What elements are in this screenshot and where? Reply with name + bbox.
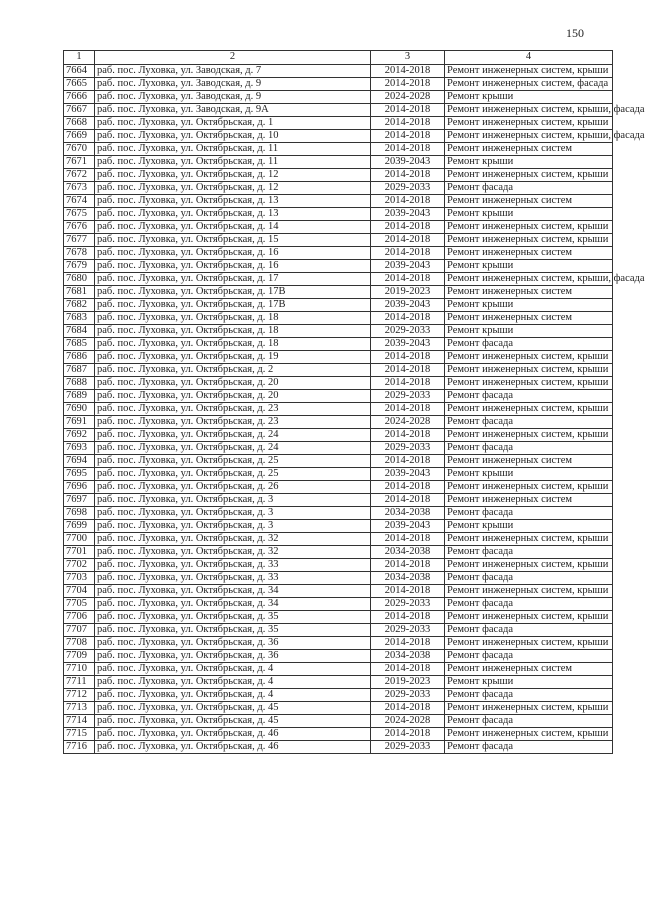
row-number-cell: 7697 <box>64 494 95 507</box>
row-number-cell: 7708 <box>64 637 95 650</box>
address-cell: раб. пос. Луховка, ул. Октябрьская, д. 18 <box>95 325 371 338</box>
page-number: 150 <box>566 26 584 40</box>
address-cell: раб. пос. Луховка, ул. Октябрьская, д. 11 <box>95 143 371 156</box>
period-cell: 2014-2018 <box>371 195 445 208</box>
address-cell: раб. пос. Луховка, ул. Заводская, д. 9А <box>95 104 371 117</box>
table-row <box>64 468 613 481</box>
period-cell: 2014-2018 <box>371 234 445 247</box>
row-number-cell: 7679 <box>64 260 95 273</box>
address-cell: раб. пос. Луховка, ул. Заводская, д. 9 <box>95 91 371 104</box>
period-cell: 2014-2018 <box>371 455 445 468</box>
address-cell: раб. пос. Луховка, ул. Октябрьская, д. 34 <box>95 598 371 611</box>
period-cell: 2014-2018 <box>371 65 445 78</box>
row-number-cell: 7715 <box>64 728 95 741</box>
work-type-cell: Ремонт инженерных систем <box>445 663 613 676</box>
work-type-cell: Ремонт крыши <box>445 325 613 338</box>
period-cell: 2039-2043 <box>371 260 445 273</box>
address-cell: раб. пос. Луховка, ул. Заводская, д. 9 <box>95 78 371 91</box>
address-cell: раб. пос. Луховка, ул. Октябрьская, д. 32 <box>95 546 371 559</box>
work-type-cell: Ремонт инженерных систем, крыши <box>445 65 613 78</box>
work-type-cell: Ремонт крыши <box>445 208 613 221</box>
period-cell: 2039-2043 <box>371 468 445 481</box>
table-row <box>64 91 613 104</box>
work-type-cell: Ремонт инженерных систем <box>445 143 613 156</box>
row-number-cell: 7711 <box>64 676 95 689</box>
period-cell: 2039-2043 <box>371 208 445 221</box>
table-row <box>64 676 613 689</box>
address-cell: раб. пос. Луховка, ул. Октябрьская, д. 23 <box>95 416 371 429</box>
address-cell: раб. пос. Луховка, ул. Октябрьская, д. 12 <box>95 182 371 195</box>
table-row <box>64 78 613 91</box>
period-cell: 2039-2043 <box>371 299 445 312</box>
row-number-cell: 7667 <box>64 104 95 117</box>
work-type-cell: Ремонт крыши <box>445 299 613 312</box>
period-cell: 2014-2018 <box>371 611 445 624</box>
period-cell: 2034-2038 <box>371 546 445 559</box>
period-cell: 2014-2018 <box>371 169 445 182</box>
address-cell: раб. пос. Луховка, ул. Октябрьская, д. 3 <box>95 507 371 520</box>
address-cell: раб. пос. Луховка, ул. Октябрьская, д. 18 <box>95 338 371 351</box>
address-cell: раб. пос. Луховка, ул. Октябрьская, д. 45 <box>95 702 371 715</box>
period-cell: 2014-2018 <box>371 585 445 598</box>
period-cell: 2024-2028 <box>371 416 445 429</box>
period-cell: 2029-2033 <box>371 624 445 637</box>
work-type-cell: Ремонт фасада <box>445 182 613 195</box>
work-type-cell: Ремонт инженерных систем, крыши <box>445 364 613 377</box>
row-number-cell: 7689 <box>64 390 95 403</box>
header-cell-2: 2 <box>95 51 371 65</box>
period-cell: 2014-2018 <box>371 494 445 507</box>
repair-schedule-table <box>63 50 645 754</box>
row-number-cell: 7672 <box>64 169 95 182</box>
row-number-cell: 7676 <box>64 221 95 234</box>
period-cell: 2014-2018 <box>371 702 445 715</box>
period-cell: 2014-2018 <box>371 533 445 546</box>
row-number-cell: 7712 <box>64 689 95 702</box>
work-type-cell: Ремонт инженерных систем, крыши, фасада <box>445 273 613 286</box>
work-type-cell: Ремонт инженерных систем, крыши <box>445 351 613 364</box>
row-number-cell: 7699 <box>64 520 95 533</box>
row-number-cell: 7683 <box>64 312 95 325</box>
table-row <box>64 637 613 650</box>
work-type-cell: Ремонт инженерных систем, крыши <box>445 377 613 390</box>
address-cell: раб. пос. Луховка, ул. Октябрьская, д. 46 <box>95 728 371 741</box>
period-cell: 2034-2038 <box>371 572 445 585</box>
address-cell: раб. пос. Луховка, ул. Октябрьская, д. 4 <box>95 663 371 676</box>
row-number-cell: 7673 <box>64 182 95 195</box>
row-number-cell: 7702 <box>64 559 95 572</box>
period-cell: 2029-2033 <box>371 390 445 403</box>
row-number-cell: 7681 <box>64 286 95 299</box>
address-cell: раб. пос. Луховка, ул. Октябрьская, д. 34 <box>95 585 371 598</box>
table-row <box>64 325 613 338</box>
row-number-cell: 7700 <box>64 533 95 546</box>
period-cell: 2024-2028 <box>371 715 445 728</box>
header-cell-3: 3 <box>371 51 445 65</box>
table-row <box>64 234 613 247</box>
address-cell: раб. пос. Луховка, ул. Октябрьская, д. 4 <box>95 676 371 689</box>
period-cell: 2039-2043 <box>371 520 445 533</box>
table-row <box>64 390 613 403</box>
row-number-cell: 7690 <box>64 403 95 416</box>
work-type-cell: Ремонт инженерных систем <box>445 286 613 299</box>
period-cell: 2014-2018 <box>371 637 445 650</box>
period-cell: 2014-2018 <box>371 728 445 741</box>
table-row <box>64 507 613 520</box>
table-row <box>64 585 613 598</box>
row-number-cell: 7706 <box>64 611 95 624</box>
address-cell: раб. пос. Луховка, ул. Октябрьская, д. 17В <box>95 286 371 299</box>
work-type-cell: Ремонт крыши <box>445 260 613 273</box>
work-type-cell: Ремонт инженерных систем, крыши <box>445 728 613 741</box>
table-row <box>64 169 613 182</box>
period-cell: 2029-2033 <box>371 689 445 702</box>
table-row <box>64 689 613 702</box>
period-cell: 2014-2018 <box>371 663 445 676</box>
row-number-cell: 7664 <box>64 65 95 78</box>
address-cell: раб. пос. Луховка, ул. Октябрьская, д. 11 <box>95 156 371 169</box>
address-cell: раб. пос. Луховка, ул. Октябрьская, д. 35 <box>95 624 371 637</box>
period-cell: 2039-2043 <box>371 156 445 169</box>
work-type-cell: Ремонт инженерных систем, крыши <box>445 169 613 182</box>
table-row <box>64 624 613 637</box>
row-number-cell: 7696 <box>64 481 95 494</box>
address-cell: раб. пос. Луховка, ул. Октябрьская, д. 12 <box>95 169 371 182</box>
address-cell: раб. пос. Луховка, ул. Октябрьская, д. 16 <box>95 247 371 260</box>
row-number-cell: 7688 <box>64 377 95 390</box>
table-row <box>64 702 613 715</box>
row-number-cell: 7694 <box>64 455 95 468</box>
row-number-cell: 7698 <box>64 507 95 520</box>
work-type-cell: Ремонт инженерных систем, крыши <box>445 429 613 442</box>
work-type-cell: Ремонт инженерных систем, крыши <box>445 559 613 572</box>
address-cell: раб. пос. Луховка, ул. Октябрьская, д. 13 <box>95 195 371 208</box>
table-row <box>64 104 613 117</box>
work-type-cell: Ремонт фасада <box>445 715 613 728</box>
address-cell: раб. пос. Луховка, ул. Октябрьская, д. 36 <box>95 650 371 663</box>
work-type-cell: Ремонт крыши <box>445 468 613 481</box>
work-type-cell: Ремонт инженерных систем, крыши <box>445 585 613 598</box>
period-cell: 2029-2033 <box>371 182 445 195</box>
work-type-cell: Ремонт фасада <box>445 416 613 429</box>
table-row <box>64 572 613 585</box>
period-cell: 2014-2018 <box>371 143 445 156</box>
work-type-cell: Ремонт инженерных систем <box>445 312 613 325</box>
table-row <box>64 117 613 130</box>
address-cell: раб. пос. Луховка, ул. Октябрьская, д. 25 <box>95 455 371 468</box>
table-row <box>64 741 613 754</box>
table-row <box>64 533 613 546</box>
table-row <box>64 273 613 286</box>
period-cell: 2039-2043 <box>371 338 445 351</box>
row-number-cell: 7682 <box>64 299 95 312</box>
table-row <box>64 455 613 468</box>
work-type-cell: Ремонт фасада <box>445 390 613 403</box>
address-cell: раб. пос. Луховка, ул. Октябрьская, д. 20 <box>95 377 371 390</box>
row-number-cell: 7666 <box>64 91 95 104</box>
table-row <box>64 559 613 572</box>
work-type-cell: Ремонт фасада <box>445 689 613 702</box>
period-cell: 2029-2033 <box>371 442 445 455</box>
work-type-cell: Ремонт инженерных систем <box>445 195 613 208</box>
address-cell: раб. пос. Луховка, ул. Октябрьская, д. 4 <box>95 689 371 702</box>
row-number-cell: 7668 <box>64 117 95 130</box>
work-type-cell: Ремонт фасада <box>445 442 613 455</box>
address-cell: раб. пос. Луховка, ул. Октябрьская, д. 1 <box>95 117 371 130</box>
table-row <box>64 715 613 728</box>
header-row <box>64 51 613 65</box>
address-cell: раб. пос. Луховка, ул. Октябрьская, д. 10 <box>95 130 371 143</box>
work-type-cell: Ремонт инженерных систем, крыши <box>445 234 613 247</box>
table-row <box>64 182 613 195</box>
work-type-cell: Ремонт крыши <box>445 91 613 104</box>
work-type-cell: Ремонт фасада <box>445 338 613 351</box>
row-number-cell: 7685 <box>64 338 95 351</box>
row-number-cell: 7709 <box>64 650 95 663</box>
table-row <box>64 143 613 156</box>
address-cell: раб. пос. Луховка, ул. Октябрьская, д. 3 <box>95 520 371 533</box>
address-cell: раб. пос. Луховка, ул. Октябрьская, д. 14 <box>95 221 371 234</box>
header-cell-1: 1 <box>64 51 95 65</box>
address-cell: раб. пос. Луховка, ул. Октябрьская, д. 17 <box>95 273 371 286</box>
address-cell: раб. пос. Луховка, ул. Октябрьская, д. 32 <box>95 533 371 546</box>
table-row <box>64 520 613 533</box>
period-cell: 2014-2018 <box>371 429 445 442</box>
table-row <box>64 429 613 442</box>
table-row <box>64 416 613 429</box>
address-cell: раб. пос. Луховка, ул. Октябрьская, д. 35 <box>95 611 371 624</box>
address-cell: раб. пос. Луховка, ул. Октябрьская, д. 19 <box>95 351 371 364</box>
row-number-cell: 7714 <box>64 715 95 728</box>
table-row <box>64 156 613 169</box>
work-type-cell: Ремонт инженерных систем, крыши <box>445 221 613 234</box>
address-cell: раб. пос. Луховка, ул. Октябрьская, д. 45 <box>95 715 371 728</box>
address-cell: раб. пос. Луховка, ул. Октябрьская, д. 17В <box>95 299 371 312</box>
table-row <box>64 247 613 260</box>
row-number-cell: 7677 <box>64 234 95 247</box>
address-cell: раб. пос. Луховка, ул. Октябрьская, д. 24 <box>95 429 371 442</box>
table-row <box>64 598 613 611</box>
table-row <box>64 364 613 377</box>
row-number-cell: 7703 <box>64 572 95 585</box>
table-row <box>64 299 613 312</box>
period-cell: 2014-2018 <box>371 481 445 494</box>
table-row <box>64 728 613 741</box>
table-row <box>64 377 613 390</box>
table-row <box>64 403 613 416</box>
table-row <box>64 286 613 299</box>
row-number-cell: 7707 <box>64 624 95 637</box>
period-cell: 2014-2018 <box>371 104 445 117</box>
period-cell: 2014-2018 <box>371 559 445 572</box>
table-row <box>64 130 613 143</box>
row-number-cell: 7687 <box>64 364 95 377</box>
row-number-cell: 7670 <box>64 143 95 156</box>
table-row <box>64 442 613 455</box>
period-cell: 2014-2018 <box>371 117 445 130</box>
work-type-cell: Ремонт фасада <box>445 741 613 754</box>
row-number-cell: 7691 <box>64 416 95 429</box>
row-number-cell: 7669 <box>64 130 95 143</box>
table-row <box>64 338 613 351</box>
row-number-cell: 7665 <box>64 78 95 91</box>
row-number-cell: 7710 <box>64 663 95 676</box>
address-cell: раб. пос. Луховка, ул. Октябрьская, д. 23 <box>95 403 371 416</box>
address-cell: раб. пос. Луховка, ул. Октябрьская, д. 15 <box>95 234 371 247</box>
work-type-cell: Ремонт инженерных систем, крыши <box>445 481 613 494</box>
row-number-cell: 7680 <box>64 273 95 286</box>
work-type-cell: Ремонт инженерных систем, крыши, фасада <box>445 104 613 117</box>
work-type-cell: Ремонт инженерных систем, крыши <box>445 702 613 715</box>
table-row <box>64 351 613 364</box>
table-row <box>64 663 613 676</box>
address-cell: раб. пос. Луховка, ул. Октябрьская, д. 46 <box>95 741 371 754</box>
row-number-cell: 7692 <box>64 429 95 442</box>
address-cell: раб. пос. Луховка, ул. Октябрьская, д. 25 <box>95 468 371 481</box>
period-cell: 2019-2023 <box>371 676 445 689</box>
work-type-cell: Ремонт фасада <box>445 650 613 663</box>
row-number-cell: 7713 <box>64 702 95 715</box>
period-cell: 2034-2038 <box>371 650 445 663</box>
work-type-cell: Ремонт фасада <box>445 507 613 520</box>
address-cell: раб. пос. Луховка, ул. Октябрьская, д. 18 <box>95 312 371 325</box>
table-row <box>64 481 613 494</box>
period-cell: 2014-2018 <box>371 351 445 364</box>
period-cell: 2029-2033 <box>371 741 445 754</box>
period-cell: 2014-2018 <box>371 364 445 377</box>
row-number-cell: 7716 <box>64 741 95 754</box>
table-row <box>64 650 613 663</box>
work-type-cell: Ремонт инженерных систем <box>445 247 613 260</box>
work-type-cell: Ремонт фасада <box>445 572 613 585</box>
period-cell: 2024-2028 <box>371 91 445 104</box>
period-cell: 2034-2038 <box>371 507 445 520</box>
row-number-cell: 7674 <box>64 195 95 208</box>
period-cell: 2014-2018 <box>371 312 445 325</box>
work-type-cell: Ремонт инженерных систем, крыши <box>445 117 613 130</box>
table-row <box>64 546 613 559</box>
work-type-cell: Ремонт крыши <box>445 520 613 533</box>
table-row <box>64 312 613 325</box>
address-cell: раб. пос. Луховка, ул. Октябрьская, д. 16 <box>95 260 371 273</box>
work-type-cell: Ремонт инженерных систем, крыши, фасада <box>445 130 613 143</box>
row-number-cell: 7695 <box>64 468 95 481</box>
period-cell: 2019-2023 <box>371 286 445 299</box>
period-cell: 2014-2018 <box>371 403 445 416</box>
address-cell: раб. пос. Луховка, ул. Октябрьская, д. 20 <box>95 390 371 403</box>
period-cell: 2029-2033 <box>371 325 445 338</box>
row-number-cell: 7678 <box>64 247 95 260</box>
period-cell: 2014-2018 <box>371 130 445 143</box>
address-cell: раб. пос. Луховка, ул. Октябрьская, д. 13 <box>95 208 371 221</box>
address-cell: раб. пос. Луховка, ул. Октябрьская, д. 33 <box>95 572 371 585</box>
row-number-cell: 7684 <box>64 325 95 338</box>
table-row <box>64 260 613 273</box>
work-type-cell: Ремонт крыши <box>445 156 613 169</box>
row-number-cell: 7686 <box>64 351 95 364</box>
address-cell: раб. пос. Луховка, ул. Октябрьская, д. 26 <box>95 481 371 494</box>
address-cell: раб. пос. Луховка, ул. Октябрьская, д. 33 <box>95 559 371 572</box>
period-cell: 2014-2018 <box>371 247 445 260</box>
work-type-cell: Ремонт инженерных систем, крыши <box>445 403 613 416</box>
period-cell: 2014-2018 <box>371 273 445 286</box>
table-row <box>64 195 613 208</box>
work-type-cell: Ремонт инженерных систем <box>445 455 613 468</box>
table-row <box>64 208 613 221</box>
work-type-cell: Ремонт инженерных систем, крыши <box>445 611 613 624</box>
address-cell: раб. пос. Луховка, ул. Октябрьская, д. 2 <box>95 364 371 377</box>
row-number-cell: 7671 <box>64 156 95 169</box>
period-cell: 2014-2018 <box>371 78 445 91</box>
table-row <box>64 611 613 624</box>
row-number-cell: 7701 <box>64 546 95 559</box>
period-cell: 2014-2018 <box>371 377 445 390</box>
row-number-cell: 7704 <box>64 585 95 598</box>
work-type-cell: Ремонт инженерных систем <box>445 494 613 507</box>
row-number-cell: 7675 <box>64 208 95 221</box>
work-type-cell: Ремонт фасада <box>445 546 613 559</box>
work-type-cell: Ремонт инженерных систем, фасада <box>445 78 613 91</box>
address-cell: раб. пос. Луховка, ул. Октябрьская, д. 3 <box>95 494 371 507</box>
address-cell: раб. пос. Луховка, ул. Октябрьская, д. 24 <box>95 442 371 455</box>
table-row <box>64 221 613 234</box>
work-type-cell: Ремонт крыши <box>445 676 613 689</box>
work-type-cell: Ремонт фасада <box>445 598 613 611</box>
work-type-cell: Ремонт инженерных систем, крыши <box>445 533 613 546</box>
table-row <box>64 65 613 78</box>
period-cell: 2029-2033 <box>371 598 445 611</box>
row-number-cell: 7693 <box>64 442 95 455</box>
row-number-cell: 7705 <box>64 598 95 611</box>
table-row <box>64 494 613 507</box>
address-cell: раб. пос. Луховка, ул. Заводская, д. 7 <box>95 65 371 78</box>
work-type-cell: Ремонт фасада <box>445 624 613 637</box>
period-cell: 2014-2018 <box>371 221 445 234</box>
header-cell-4: 4 <box>445 51 613 65</box>
work-type-cell: Ремонт инженерных систем, крыши <box>445 637 613 650</box>
address-cell: раб. пос. Луховка, ул. Октябрьская, д. 36 <box>95 637 371 650</box>
